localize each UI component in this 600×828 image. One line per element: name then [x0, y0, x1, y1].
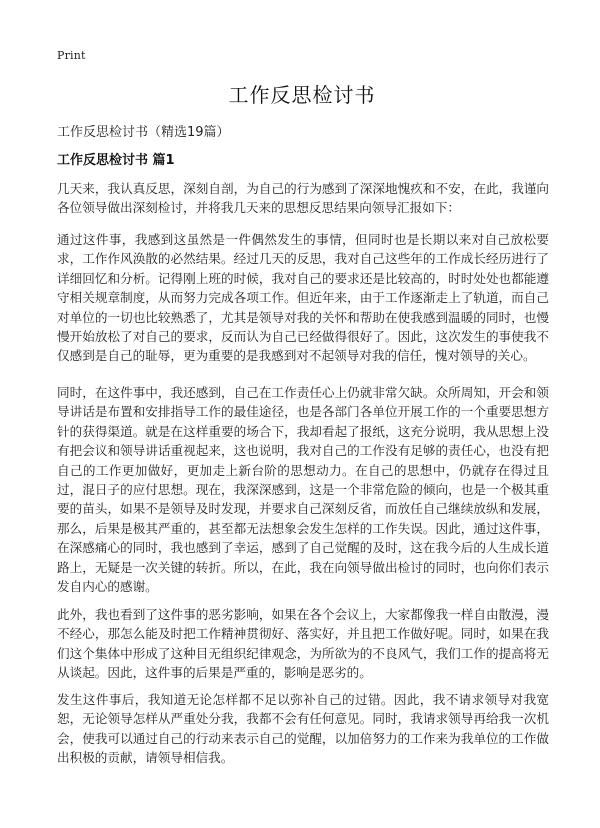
paragraph-intro: 几天来，我认真反思，深刻自剖，为自己的行为感到了深深地愧疚和不安，在此，我谨向各位领导做出深刻检讨，并将我几天来的思想反思结果向领导汇报如下： — [57, 181, 549, 216]
document-subtitle: 工作反思检讨书（精选19篇） — [57, 125, 230, 140]
paragraph-impact: 此外，我也看到了这件事的恶劣影响，如果在各个会议上，大家都像我一样自由散漫，漫不经心，那怎么能及时把工作精神贯彻好、落实好，并且把工作做好呢。同时，如果在我们这个集体中形成了这种目无组织纪律观念，为所欲为的不良风气，我们工作的提高将无从谈起。因此，这件事的后果是严重的，影响是恶劣的。 — [57, 607, 549, 681]
page-title: 工作反思检讨书 — [228, 83, 376, 107]
print-label[interactable]: Print — [57, 49, 86, 62]
paragraph-responsibility: 同时，在这件事中，我还感到，自己在工作责任心上仍就非常欠缺。众所周知，开会和领导讲话是布置和安排指导工作的最佳途径，也是各部门各单位开展工作的一个重要思想方针的获得渠道。就是在这样重要的场合下，我却看起了报纸，这充分说明，我从思想上没有把会议和领导讲话重视起来，这也说明，我对自己的工作没有足够的责任心，也没有把自己的工作更加做好，更加走上新台阶的思想动力。在自己的思想中，仍就存在得过且过，混日子的应付思想。现在，我深深感到，这是一个非常危险的倾向，也是一个极其重要的苗头，如果不是领导及时发现，并要求自己深刻反省，而放任自己继续放纵和发展，那么，后果是极其严重的，甚至都无法想象会发生怎样的工作失误。因此，通过这件事，在深感痛心的同时，我也感到了幸运，感到了自己觉醒的及时，这在我今后的人生成长道路上，无疑是一次关键的转折。所以，在此，我在向领导做出检讨的同时，也向你们表示发自内心的感谢。 — [57, 385, 549, 595]
section-heading: 工作反思检讨书 篇1 — [57, 153, 175, 168]
paragraph-reflection: 通过这件事，我感到这虽然是一件偶然发生的事情，但同时也是长期以来对自己放松要求，工作作风涣散的必然结果。经过几天的反思，我对自己这些年的工作成长经历进行了详细回忆和分析。记得刚上班的时候，我对自己的要求还是比较高的，时时处处也都能遵守相关规章制度，从而努力完成各项工作。但近年来，由于工作逐渐走上了轨道，而自己对单位的一切也比较熟悉了，尤其是领导对我的关怀和帮助在使我感到温暖的同时，也慢慢开始放松了对自己的要求，反而认为自己已经做得很好了。因此，这次发生的事使我不仅感到是自己的耻辱，更为重要的是我感到对不起领导对我的信任，愧对领导的关心。 — [57, 232, 549, 364]
document-page — [57, 0, 547, 828]
paragraph-request: 发生这件事后，我知道无论怎样都不足以弥补自己的过错。因此，我不请求领导对我宽恕，无论领导怎样从严重处分我，我都不会有任何意见。同时，我请求领导再给我一次机会，使我可以通过自己的行动来表示自己的觉醒，以加倍努力的工作来为我单位的工作做出积极的贡献，请领导相信我。 — [57, 692, 549, 766]
